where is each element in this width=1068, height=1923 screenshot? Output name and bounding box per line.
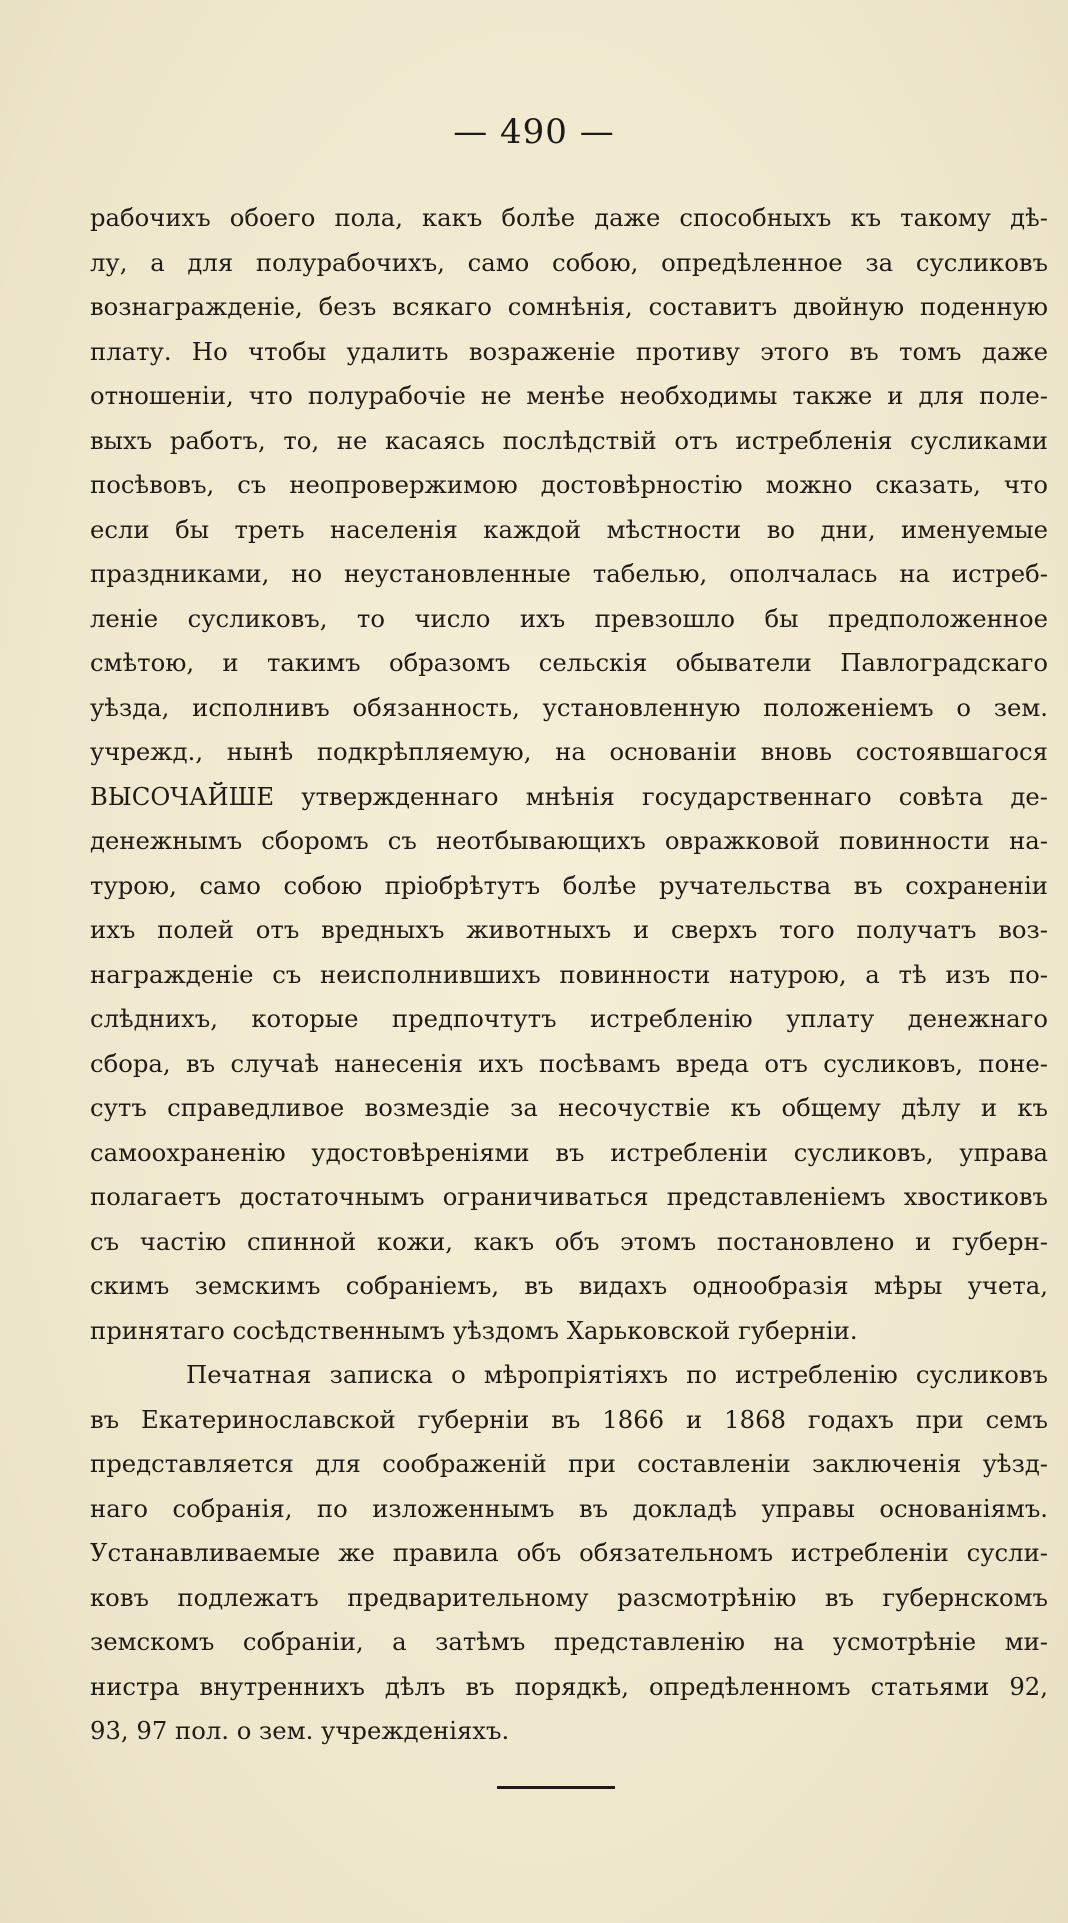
- text-line: принятаго сосѣдственнымъ уѣздомъ Харьковской губерніи.: [90, 1315, 858, 1345]
- text-line: Устанавливаемые же правила объ обязательномъ истребленіи сусли-: [90, 1538, 1048, 1567]
- text-line: Печатная записка о мѣропріятіяхъ по истребленію сусликовъ: [186, 1360, 1048, 1389]
- text-line: выхъ работъ, то, не касаясь послѣдствій отъ истребленія сусликами: [90, 425, 1048, 455]
- text-line: самоохраненію удостовѣреніями въ истребленіи сусликовъ, управа: [90, 1137, 1048, 1167]
- page-number: — 490 —: [453, 112, 615, 152]
- text-line: уѣзда, исполнивъ обязанность, установленную положеніемъ о зем.: [90, 692, 1048, 722]
- text-line: сутъ справедливое возмездіе за несочуствіе къ общему дѣлу и къ: [90, 1093, 1048, 1122]
- text-line: посѣвовъ, съ неопровержимою достовѣрностію можно сказать, что: [90, 470, 1048, 499]
- text-line: смѣтою, и такимъ образомъ сельскія обыватели Павлоградскаго: [90, 648, 1048, 677]
- text-line: вознагражденіе, безъ всякаго сомнѣнія, составитъ двойную поденную: [90, 292, 1048, 321]
- text-line: ковъ подлежатъ предварительному разсмотрѣнію въ губернскомъ: [90, 1582, 1048, 1612]
- end-rule: [497, 1786, 615, 1789]
- paragraph: [90, 196, 1048, 1353]
- text-line: лу, а для полурабочихъ, само собою, опредѣленное за сусликовъ: [90, 247, 1048, 277]
- text-line: плату. Но чтобы удалить возраженіе противу этого въ томъ даже: [90, 336, 1048, 366]
- text-line: представляется для соображеній при составленіи заключенія уѣзд-: [90, 1449, 1048, 1478]
- text-line: скимъ земскимъ собраніемъ, въ видахъ однообразія мѣры учета,: [90, 1271, 1048, 1300]
- text-line: награжденіе съ неисполнившихъ повинности натурою, а тѣ изъ по-: [90, 959, 1048, 989]
- text-line: нистра внутреннихъ дѣлъ въ порядкѣ, опредѣленномъ статьями 92,: [90, 1671, 1048, 1701]
- text-line: рабочихъ обоего пола, какъ болѣе даже способныхъ къ такому дѣ-: [90, 203, 1048, 232]
- text-line: учрежд., нынѣ подкрѣпляемую, на основаніи вновь состоявшагося: [90, 737, 1048, 766]
- text-line: полагаетъ достаточнымъ ограничиваться представленіемъ хвостиковъ: [90, 1182, 1048, 1211]
- text-line: леніе сусликовъ, то число ихъ превзошло бы предположенное: [90, 603, 1048, 633]
- text-line: ихъ полей отъ вредныхъ животныхъ и сверхъ того получатъ воз-: [90, 915, 1048, 944]
- text-line: слѣднихъ, которые предпочтутъ истребленію уплату денежнаго: [90, 1004, 1048, 1033]
- text-line: ВЫСОЧАЙШЕ утвержденнаго мнѣнія государственнаго совѣта де-: [90, 781, 1048, 811]
- page-body: [90, 196, 1048, 1754]
- text-line: наго собранія, по изложеннымъ въ докладѣ управы основаніямъ.: [90, 1493, 1048, 1523]
- text-line: денежнымъ сборомъ съ неотбывающихъ овражковой повинности на-: [90, 826, 1048, 855]
- text-line: 93, 97 пол. о зем. учрежденіяхъ.: [90, 1716, 510, 1745]
- text-line: земскомъ собраніи, а затѣмъ представленію на усмотрѣніе ми-: [90, 1627, 1048, 1656]
- text-line: сбора, въ случаѣ нанесенія ихъ посѣвамъ вреда отъ сусликовъ, поне-: [90, 1048, 1048, 1078]
- text-line: турою, само собою пріобрѣтутъ болѣе ручательства въ сохраненіи: [90, 870, 1048, 900]
- text-line: праздниками, но неустановленные табелью, ополчалась на истреб-: [90, 559, 1048, 588]
- text-line: въ Екатеринославской губерніи въ 1866 и 1868 годахъ при семъ: [90, 1404, 1048, 1434]
- text-line: отношеніи, что полурабочіе не менѣе необходимы также и для поле-: [90, 381, 1048, 410]
- paragraph: [90, 1353, 1048, 1754]
- text-line: съ частію спинной кожи, какъ объ этомъ постановлено и губерн-: [90, 1226, 1048, 1256]
- text-line: если бы треть населенія каждой мѣстности во дни, именуемые: [90, 514, 1048, 544]
